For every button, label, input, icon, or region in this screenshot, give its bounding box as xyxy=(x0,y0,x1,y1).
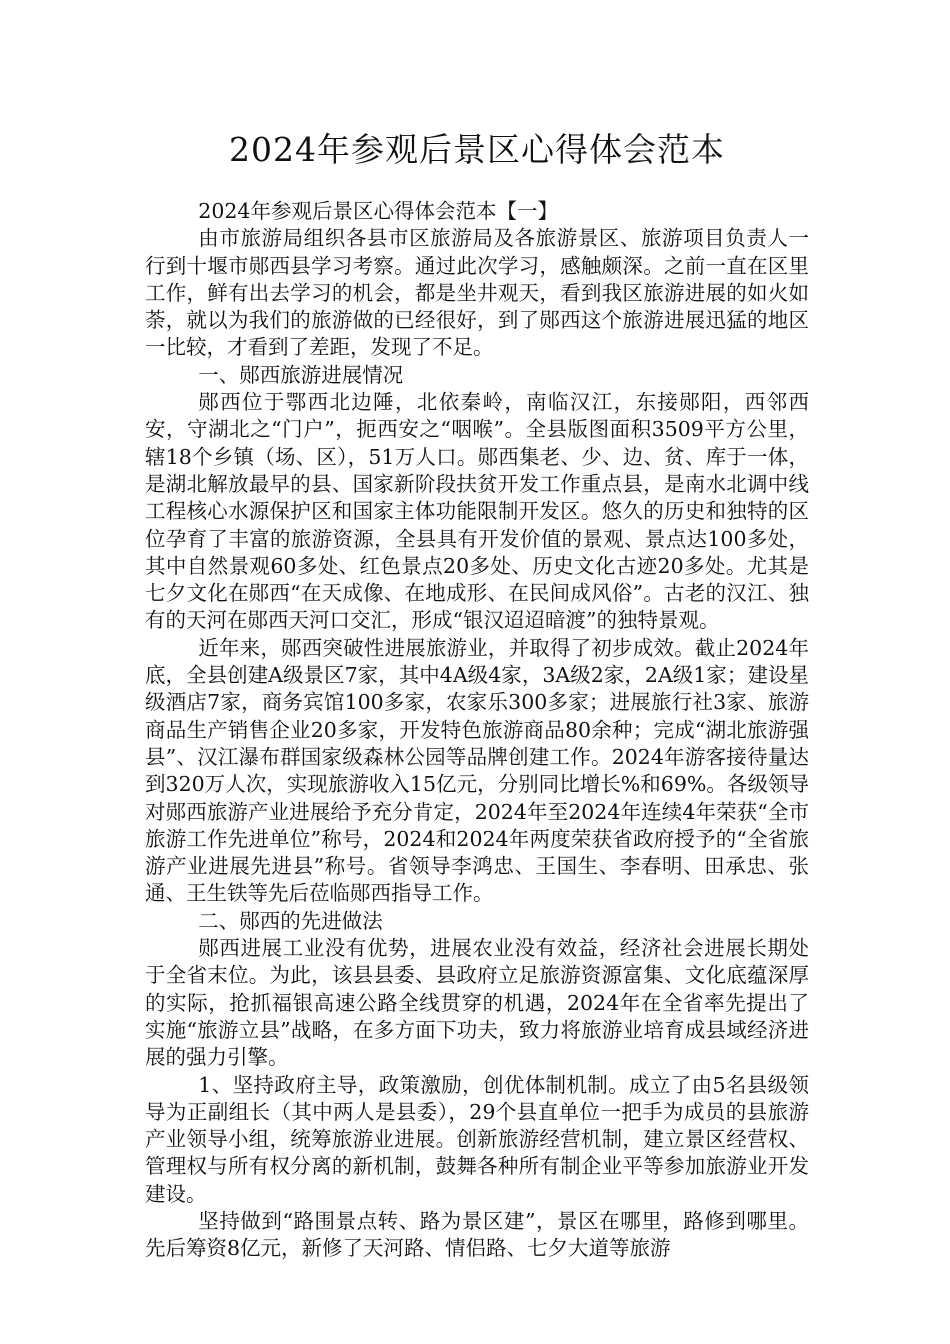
subtitle-paragraph: 2024年参观后景区心得体会范本【一】 xyxy=(198,199,558,223)
body-paragraph: 郧西进展工业没有优势，进展农业没有效益，经济社会进展长期处于全省末位。为此，该县县委、县政府立足旅游资源富集、文化底蕴深厚的实际，抢抓福银高速公路全线贯穿的机遇，2024年在全省率先提出了实施“旅游立县”战略，在多方面下功夫，致力将旅游业培育成县域经济进展的强力引擎。 xyxy=(145,936,809,1070)
section-heading-1: 一、郧西旅游进展情况 xyxy=(198,362,404,387)
document-page xyxy=(145,126,809,1263)
body-paragraph: 郧西位于鄂西北边陲，北依秦岭，南临汉江，东接郧阳，西邻西安，守湖北之“门户”，扼西安之“咽喉”。全县版图面积3509平方公里，辖18个乡镇（场、区），51万人口。郧西集老、少、边、贫、库于一体，是湖北解放最早的县、国家新阶段扶贫开发工作重点县，是南水北调中线工程核心水源保护区和国家主体功能限制开发区。悠久的历史和独特的区位孕育了丰富的旅游资源，全县具有开发价值的景观、景点达100多处，其中自然景观60多处、红色景点20多处、历史文化古迹20多处。尤其是七夕文化在郧西“在天成像、在地成形、在民间成风俗”。古老的汉江、独有的天河在郧西天河口交汇，形成“银汉迢迢暗渡”的独特景观。 xyxy=(145,390,809,633)
body-paragraph: 坚持做到“路围景点转、路为景区建”，景区在哪里，路修到哪里。先后筹资8亿元，新修了天河路、情侣路、七夕大道等旅游 xyxy=(145,1208,809,1261)
body-paragraph: 近年来，郧西突破性进展旅游业，并取得了初步成效。截止2024年底，全县创建A级景区7家，其中4A级4家，3A级2家，2A级1家；建设星级酒店7家，商务宾馆100多家，农家乐300多家；进展旅行社3家、旅游商品生产销售企业20多家，开发特色旅游商品80余种；完成“湖北旅游强县”、汉江瀑布群国家级森林公园等品牌创建工作。2024年游客接待量达到320万人次，实现旅游收入15亿元，分别同比增长%和69%。各级领导对郧西旅游产业进展给予充分肯定，2024年至2024年连续4年荣获“全市旅游工作先进单位”称号，2024和2024年两度荣获省政府授予的“全省旅游产业进展先进县”称号。省领导李鸿忠、王国生、李春明、田承忠、张通、王生铁等先后莅临郧西指导工作。 xyxy=(145,635,809,906)
section-heading-2: 二、郧西的先进做法 xyxy=(198,908,383,933)
document-title: 2024年参观后景区心得体会范本 xyxy=(229,130,725,169)
intro-paragraph: 由市旅游局组织各县市区旅游局及各旅游景区、旅游项目负责人一行到十堰市郧西县学习考察。通过此次学习，感触颇深。之前一直在区里工作，鲜有出去学习的机会，都是坐井观天，看到我区旅游进展的如火如荼，就以为我们的旅游做的已经很好，到了郧西这个旅游进展迅猛的地区一比较，才看到了差距，发现了不足。 xyxy=(145,226,809,360)
body-paragraph: 1、坚持政府主导，政策激励，创优体制机制。成立了由5名县级领导为正副组长（其中两人是县委），29个县直单位一把手为成员的县旅游产业领导小组，统筹旅游业进展。创新旅游经营机制，建立景区经营权、管理权与所有权分离的新机制，鼓舞各种所有制企业平等参加旅游业开发建设。 xyxy=(145,1072,809,1206)
